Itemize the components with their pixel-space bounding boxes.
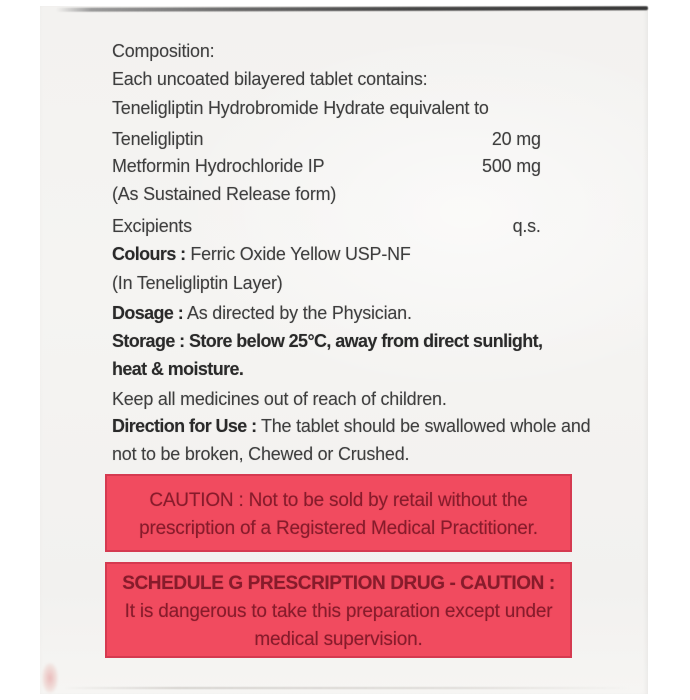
ingredient-teneligliptin bbox=[112, 128, 584, 150]
retail-caution-box bbox=[105, 474, 572, 552]
schedule-g-line-2: medical supervision. bbox=[254, 629, 423, 650]
equivalence-line bbox=[112, 97, 584, 119]
retail-caution-line-1: CAUTION : Not to be sold by retail without the bbox=[149, 490, 528, 511]
direction-line-1 bbox=[112, 415, 591, 437]
teneligliptin-layer-note bbox=[112, 272, 584, 294]
line-text: Composition: bbox=[112, 40, 215, 61]
line-text: As directed by the Physician. bbox=[183, 302, 412, 323]
box-bottom-fold-line bbox=[64, 687, 629, 689]
excipients-line bbox=[112, 215, 584, 237]
packaging-panel bbox=[40, 6, 648, 694]
dose-value: q.s. bbox=[512, 215, 541, 236]
dose-value: 500 mg bbox=[482, 155, 541, 176]
pink-smudge bbox=[42, 663, 58, 693]
retail-caution-line-2: prescription of a Registered Medical Practitioner. bbox=[139, 518, 538, 539]
line-text: Teneligliptin Hydrobromide Hydrate equivalent to bbox=[112, 97, 489, 118]
line-text: Metformin Hydrochloride IP bbox=[112, 155, 325, 176]
line-text: The tablet should be swallowed whole and bbox=[256, 415, 591, 436]
schedule-g-line-1: It is dangerous to take this preparation except under bbox=[124, 601, 553, 622]
colours-line bbox=[112, 243, 584, 265]
line-text: (As Sustained Release form) bbox=[112, 183, 337, 204]
ingredient-metformin bbox=[112, 155, 584, 177]
line-bold-text: heat & moisture. bbox=[112, 358, 244, 379]
line-text: Teneligliptin bbox=[112, 128, 204, 149]
line-bold-text: Dosage : bbox=[112, 302, 184, 323]
schedule-g-heading: SCHEDULE G PRESCRIPTION DRUG - CAUTION : bbox=[122, 573, 555, 594]
contains-statement bbox=[112, 68, 584, 90]
line-text: not to be broken, Chewed or Crushed. bbox=[112, 443, 410, 464]
dosage-line bbox=[112, 302, 584, 324]
line-bold-text: Direction for Use : bbox=[112, 415, 257, 436]
line-text: Ferric Oxide Yellow USP-NF bbox=[185, 243, 411, 264]
line-text: Each uncoated bilayered tablet contains: bbox=[112, 68, 428, 89]
storage-line-2 bbox=[112, 358, 584, 380]
line-text: Keep all medicines out of reach of children. bbox=[112, 388, 447, 409]
dose-value: 20 mg bbox=[491, 128, 541, 149]
box-top-edge-line bbox=[56, 6, 648, 12]
direction-line-2 bbox=[112, 443, 584, 465]
composition-heading bbox=[112, 40, 584, 62]
line-bold-text: Colours : bbox=[112, 243, 186, 264]
sustained-release-note bbox=[112, 183, 584, 205]
line-text: (In Teneligliptin Layer) bbox=[112, 272, 283, 293]
line-bold-text: Storage : Store below 25°C, away from direct sunlight, bbox=[112, 330, 543, 351]
schedule-g-caution-box bbox=[105, 562, 572, 658]
line-text: Excipients bbox=[112, 215, 192, 236]
child-safety-line bbox=[112, 388, 584, 410]
storage-line-1 bbox=[112, 330, 584, 352]
